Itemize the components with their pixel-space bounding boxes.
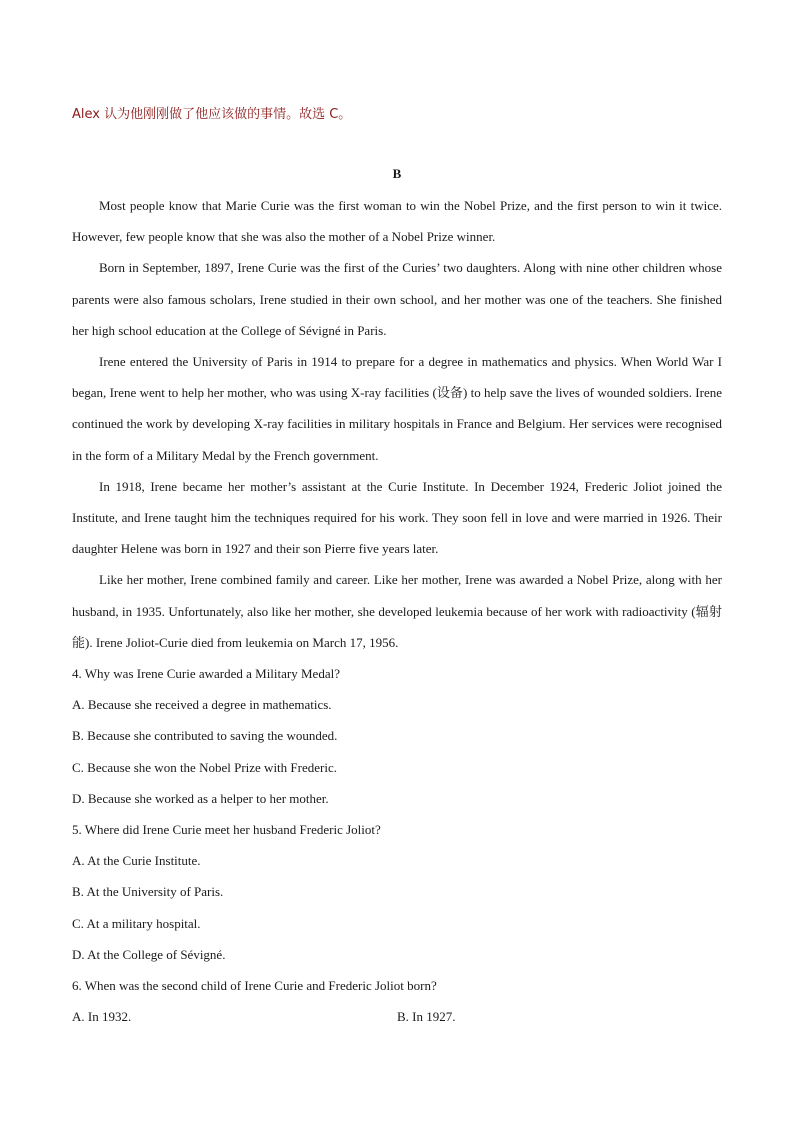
question-6-option-a: A. In 1932.	[72, 1009, 132, 1025]
question-5-option-c: C. At a military hospital.	[72, 915, 201, 931]
question-5-option-d: D. At the College of Sévigné.	[72, 946, 226, 962]
passage-paragraph-4: In 1918, Irene became her mother’s assistant at the Curie Institute. In December 1924, Frederic Joliot joined the Institute, and Irene taught him the techniques required for his work. They soon fell in love and were married in 1926. Their daughter Helene was born in 1927 and their son Pierre five years later.	[72, 478, 722, 557]
question-4-option-a: A. Because she received a degree in mathematics.	[72, 697, 332, 713]
reading-passage	[72, 190, 722, 658]
question-4-option-c: C. Because she won the Nobel Prize with Frederic.	[72, 759, 337, 775]
question-6-options-row	[72, 1001, 722, 1032]
question-6-stem: 6. When was the second child of Irene Curie and Frederic Joliot born?	[72, 977, 437, 993]
passage-paragraph-1: Most people know that Marie Curie was the first woman to win the Nobel Prize, and the first person to win it twice. However, few people know that she was also the mother of a Nobel Prize winner.	[72, 198, 722, 245]
question-4-option-b: B. Because she contributed to saving the wounded.	[72, 728, 338, 744]
passage-paragraph-5: Like her mother, Irene combined family and career. Like her mother, Irene was awarded a Nobel Prize, along with her husband, in 1935. Unfortunately, also like her mother, she developed leukemia because of her work with radioactivity (辐射能). Irene Joliot-Curie died from leukemia on March 17, 1956.	[72, 572, 722, 650]
question-5-stem: 5. Where did Irene Curie meet her husband Frederic Joliot?	[72, 821, 381, 837]
question-4-option-d: D. Because she worked as a helper to her mother.	[72, 790, 329, 806]
question-5-option-b: B. At the University of Paris.	[72, 884, 224, 900]
question-list	[72, 658, 722, 1032]
question-5-option-a: A. At the Curie Institute.	[72, 853, 201, 869]
passage-paragraph-3: Irene entered the University of Paris in 1914 to prepare for a degree in mathematics and physics. When World War I began, Irene went to help her mother, who was using X-ray facilities (设备) to help save the lives of wounded soldiers. Irene continued the work by developing X-ray facilities in military hospitals in France and Belgium. Her services were recognised in the form of a Military Medal by the French government.	[72, 354, 722, 463]
question-6-option-b: B. In 1927.	[397, 1009, 456, 1025]
answer-explanation-note: Alex 认为他刚刚做了他应该做的事情。故选 C。	[72, 107, 352, 122]
question-4-stem: 4. Why was Irene Curie awarded a Military Medal?	[72, 666, 340, 681]
section-title: B	[392, 166, 402, 181]
passage-paragraph-2: Born in September, 1897, Irene Curie was the first of the Curies’ two daughters. Along with nine other children whose parents were also famous scholars, Irene studied in their own school, and her mother was one of the teachers. She finished her high school education at the College of Sévigné in Paris.	[72, 260, 722, 338]
